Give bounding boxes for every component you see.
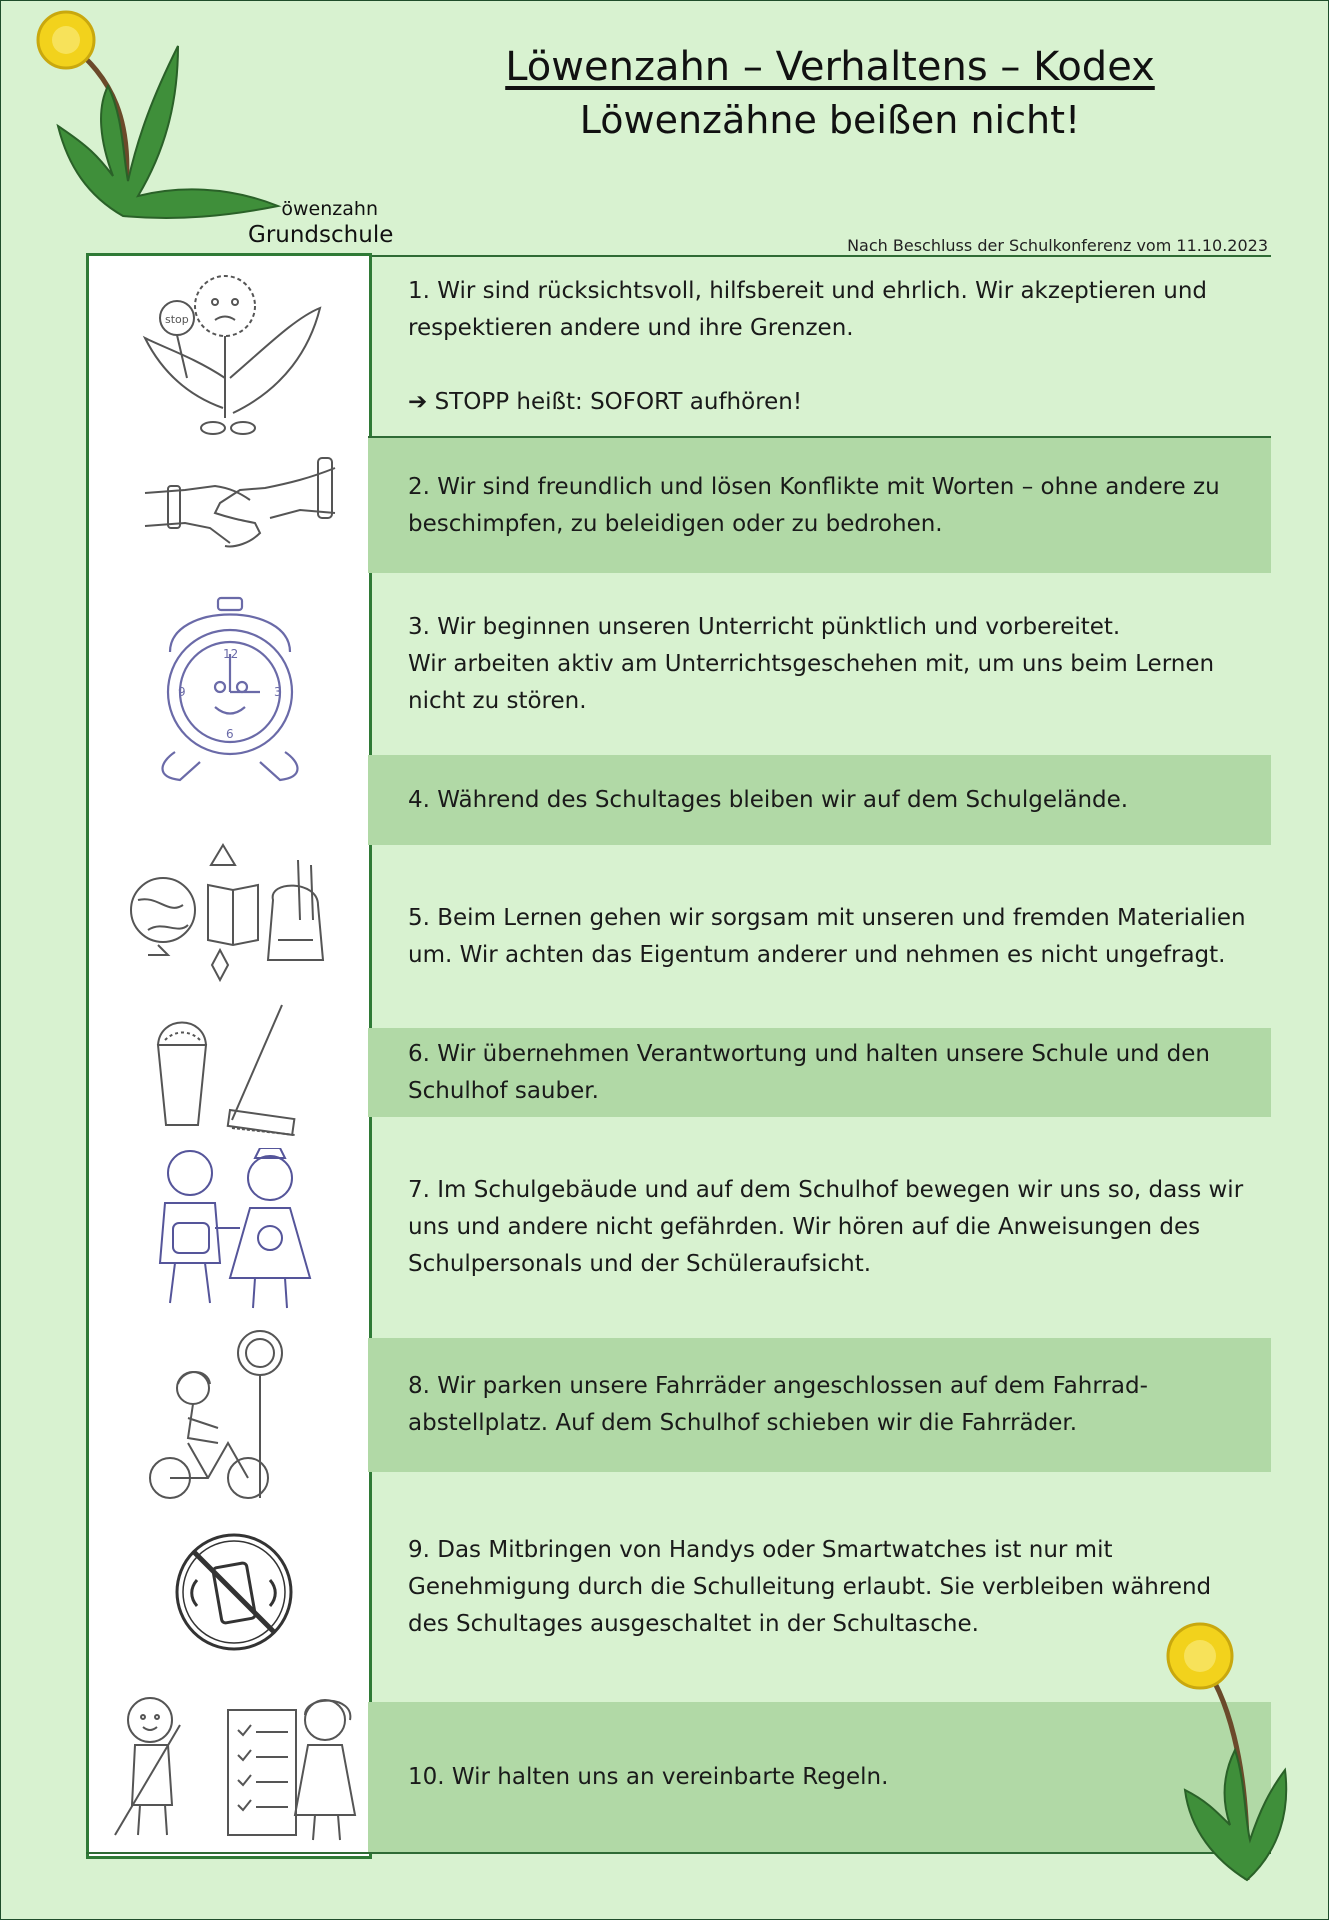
rule-row-8 — [368, 1338, 1271, 1472]
rule-row-4 — [368, 755, 1271, 845]
rule-row-9 — [368, 1472, 1271, 1702]
rule-text-3: 3. Wir beginnen unseren Unterricht pünktlich und vorbereitet. Wir arbeiten aktiv am Unterrichtsgeschehen mit, um uns beim Lernen nicht zu stören. — [408, 613, 1215, 714]
page-title: Löwenzahn – Verhaltens – Kodex — [505, 44, 1155, 90]
handshake-icon — [140, 448, 340, 558]
rule-row-2 — [368, 438, 1271, 573]
bottom-divider — [86, 1852, 1271, 1854]
school-supplies-icon — [128, 840, 338, 985]
rule-row-10 — [368, 1702, 1271, 1852]
dandelion-bottom-right-icon — [1155, 1610, 1305, 1885]
resolution-note: Nach Beschluss der Schulkonferenz vom 11.10.2023 — [847, 236, 1268, 255]
school-name — [248, 196, 394, 248]
school-name-line1: öwenzahn — [281, 198, 378, 220]
rule-row-5 — [368, 845, 1271, 1028]
svg-text:stop: stop — [165, 313, 189, 326]
rule-text-1: 1. Wir sind rücksichtsvoll, hilfsbereit und ehrlich. Wir akzeptieren und respektieren andere und ihre Grenzen. ➔ STOPP heißt: SOFORT aufhören! — [408, 278, 1208, 415]
stop-dandelion-icon — [125, 268, 335, 443]
child-bicycle-icon — [148, 1328, 288, 1503]
rule-text-9: 9. Das Mitbringen von Handys oder Smartwatches ist nur mit Genehmigung durch die Schulleitung erlaubt. Sie verbleiben während des Schultages ausgeschaltet in der Schultasche. — [408, 1536, 1212, 1637]
rule-text-10: 10. Wir halten uns an vereinbarte Regeln. — [408, 1763, 889, 1790]
rule-row-3 — [368, 573, 1271, 755]
rule-text-6: 6. Wir übernehmen Verantwortung und halten unsere Schule und den Schulhof sauber. — [408, 1040, 1210, 1104]
rule-row-1 — [368, 257, 1271, 437]
svg-text:3: 3 — [274, 685, 282, 699]
svg-text:12: 12 — [223, 647, 239, 661]
rule-row-6 — [368, 1028, 1271, 1117]
alarm-clock-icon — [150, 592, 310, 792]
rule-text-2: 2. Wir sind freundlich und lösen Konflikte mit Worten – ohne andere zu beschimpfen, zu beleidigen oder zu bedrohen. — [408, 473, 1220, 537]
rule-text-4: 4. Während des Schultages bleiben wir auf dem Schulgelände. — [408, 786, 1129, 813]
bucket-broom-icon — [150, 1000, 300, 1140]
svg-text:6: 6 — [226, 727, 234, 741]
page-subtitle: Löwenzähne beißen nicht! — [579, 98, 1081, 142]
rule-text-8: 8. Wir parken unsere Fahrräder angeschlossen auf dem Fahrrad-abstellplatz. Auf dem Schulhof schieben wir die Fahrräder. — [408, 1373, 1148, 1436]
children-walking-icon — [145, 1148, 325, 1318]
rule-text-7: 7. Im Schulgebäude und auf dem Schulhof bewegen wir uns so, dass wir uns und andere nicht gefährden. Wir hören auf die Anweisungen des Schulpersonals und der Schüleraufsicht. — [408, 1177, 1244, 1277]
svg-text:9: 9 — [178, 685, 186, 699]
school-name-line2: Grundschule — [248, 222, 394, 248]
dandelion-top-left-icon — [28, 6, 298, 226]
rule-row-7 — [368, 1117, 1271, 1338]
no-phone-icon — [172, 1530, 297, 1655]
rule-text-5: 5. Beim Lernen gehen wir sorgsam mit unseren und fremden Materialien um. Wir achten das Eigentum anderer und nehmen es nicht ungefragt. — [408, 904, 1246, 968]
children-checklist-icon — [110, 1695, 360, 1845]
